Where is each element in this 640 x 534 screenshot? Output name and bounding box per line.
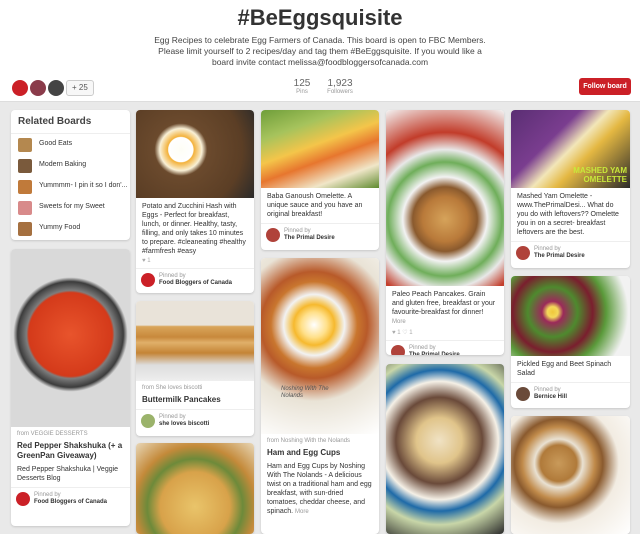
- follow-board-button[interactable]: Follow board: [579, 78, 631, 95]
- pinner-name: Food Bloggers of Canada: [34, 499, 108, 505]
- pin-card[interactable]: [511, 276, 630, 408]
- more-collaborators-button[interactable]: + 25: [66, 80, 94, 96]
- pin-card[interactable]: [136, 301, 254, 436]
- related-board-item[interactable]: [11, 218, 130, 239]
- related-board-label: Yummy Food: [39, 224, 81, 231]
- pinned-by[interactable]: [386, 340, 504, 355]
- pinner-avatar: [141, 414, 155, 428]
- board-thumbnail: [18, 138, 32, 152]
- pinned-by-label: Pinned by: [34, 492, 61, 498]
- followers-count: 1,923: [327, 78, 353, 89]
- pinned-by[interactable]: [261, 223, 379, 245]
- pin-title: Ham and Egg Cups: [267, 448, 341, 457]
- pinned-by[interactable]: [511, 241, 630, 263]
- pins-stat[interactable]: [290, 78, 314, 95]
- pinner-name: The Primal Desire: [409, 352, 460, 355]
- pin-description: Paleo Peach Pancakes. Grain and gluten free, breakfast or your favourite-breakfast for dinner! More: [392, 291, 496, 325]
- pin-title: Red Pepper Shakshuka (+ a GreenPan Giveaway): [17, 441, 123, 460]
- pin-image[interactable]: [261, 258, 379, 434]
- pin-card[interactable]: [386, 110, 504, 355]
- pin-image[interactable]: [11, 249, 130, 427]
- related-boards-panel: [11, 110, 130, 240]
- pinned-by[interactable]: [11, 487, 130, 509]
- pins-label: Pins: [296, 89, 308, 95]
- pinner-name: Food Bloggers of Canada: [159, 280, 233, 286]
- related-board-label: Modern Baking: [39, 161, 87, 168]
- pinned-by[interactable]: [136, 409, 254, 431]
- related-board-item[interactable]: [11, 197, 130, 218]
- pin-image[interactable]: [511, 416, 630, 534]
- pin-image[interactable]: [136, 110, 254, 198]
- pinned-by-label: Pinned by: [534, 387, 561, 393]
- watermark-text: Noshing With The Nolands: [281, 386, 329, 399]
- pin-card[interactable]: [511, 110, 630, 268]
- pinned-by[interactable]: [511, 382, 630, 404]
- pinner-name: The Primal Desire: [534, 253, 585, 259]
- pin-source[interactable]: from VEGGIE DESSERTS: [17, 431, 88, 437]
- pin-likes[interactable]: ♥ 1: [142, 258, 151, 264]
- pin-card[interactable]: [11, 249, 130, 526]
- pin-description: Red Pepper Shakshuka | Veggie Desserts Blog: [17, 466, 119, 482]
- board-toolbar: [0, 72, 640, 102]
- pin-image[interactable]: [136, 301, 254, 381]
- more-link[interactable]: More: [295, 509, 309, 515]
- pin-stats[interactable]: ♥ 1 ♡ 1: [392, 330, 413, 336]
- pin-description: Ham and Egg Cups by Noshing With The Nolands - A delicious twist on a traditional ham and egg breakfast, with sun-dried tomatoes, cheddar cheese, and spinach. More: [267, 463, 372, 515]
- pin-card[interactable]: [386, 364, 504, 534]
- pinner-name: The Primal Desire: [284, 235, 335, 241]
- pinner-avatar: [16, 492, 30, 506]
- pinned-by-label: Pinned by: [534, 246, 561, 252]
- pin-image[interactable]: [136, 443, 254, 534]
- related-boards-title: Related Boards: [11, 110, 130, 134]
- pin-card[interactable]: [261, 258, 379, 534]
- image-overlay-text: MASHED YAM OMELETTE: [573, 166, 627, 184]
- pinned-by-label: Pinned by: [159, 273, 186, 279]
- pinner-avatar: [516, 246, 530, 260]
- followers-label: Followers: [327, 89, 353, 95]
- pin-source[interactable]: from Noshing With the Nolands: [267, 438, 351, 444]
- board-thumbnail: [18, 159, 32, 173]
- board-header: [0, 0, 640, 72]
- pin-image[interactable]: [261, 110, 379, 188]
- related-board-label: Sweets for my Sweet: [39, 203, 105, 210]
- pinned-by-label: Pinned by: [409, 345, 436, 351]
- board-thumbnail: [18, 201, 32, 215]
- pin-source[interactable]: from She loves biscotti: [142, 385, 203, 391]
- pin-image[interactable]: [511, 276, 630, 356]
- pinner-avatar: [391, 345, 405, 355]
- pin-image[interactable]: [386, 364, 504, 534]
- pinner-name: Bernice Hill: [534, 394, 568, 400]
- pin-image[interactable]: [511, 110, 630, 188]
- collaborator-avatar[interactable]: [30, 80, 46, 96]
- pinner-avatar: [516, 387, 530, 401]
- more-link[interactable]: More: [392, 319, 406, 325]
- pinner-name: she loves biscotti: [159, 421, 210, 427]
- board-thumbnail: [18, 180, 32, 194]
- related-board-item[interactable]: [11, 134, 130, 155]
- related-board-label: Good Eats: [39, 140, 73, 147]
- collaborator-avatar[interactable]: [48, 80, 64, 96]
- board-description: Egg Recipes to celebrate Egg Farmers of Canada. This board is open to FBC Members. Please limit yourself to 2 recipes/day and tag them #BeEggsquisite. If you would like a board invite contact melissa@foodbloggersofcanada.com: [154, 35, 486, 67]
- followers-stat[interactable]: [326, 78, 354, 95]
- pin-title: Buttermilk Pancakes: [142, 395, 221, 404]
- related-board-item[interactable]: [11, 155, 130, 176]
- pin-card[interactable]: [136, 443, 254, 534]
- pin-card[interactable]: [261, 110, 379, 250]
- pinner-avatar: [141, 273, 155, 287]
- pin-card[interactable]: [136, 110, 254, 293]
- pinned-by[interactable]: [136, 268, 254, 290]
- related-board-item[interactable]: [11, 176, 130, 197]
- pinned-by-label: Pinned by: [159, 414, 186, 420]
- pin-image[interactable]: [386, 110, 504, 286]
- pin-description: Mashed Yam Omelette - www.ThePrimalDesi... What do you do with leftovers?? Omelette you in on a secret- breakfast leftovers are the best.: [517, 193, 619, 236]
- pin-description: Potato and Zucchini Hash with Eggs - Perfect for breakfast, lunch, or dinner. Healthy, tasty, filling, and only takes 10 minutes to prepare. #cleaneating #healthy #farmfresh #easy: [142, 203, 246, 255]
- pinner-avatar: [266, 228, 280, 242]
- pin-description: Pickled Egg and Beet Spinach Salad: [517, 361, 612, 377]
- collaborator-avatar[interactable]: [12, 80, 28, 96]
- pin-description: Baba Ganoush Omelette. A unique sauce and you have an original breakfast!: [267, 193, 363, 218]
- board-thumbnail: [18, 222, 32, 236]
- board-title: #BeEggsquisite: [237, 5, 403, 30]
- related-board-label: Yummmm- I pin it so I don'...: [39, 182, 128, 189]
- pinned-by-label: Pinned by: [284, 228, 311, 234]
- pins-count: 125: [293, 78, 311, 89]
- pin-card[interactable]: [511, 416, 630, 534]
